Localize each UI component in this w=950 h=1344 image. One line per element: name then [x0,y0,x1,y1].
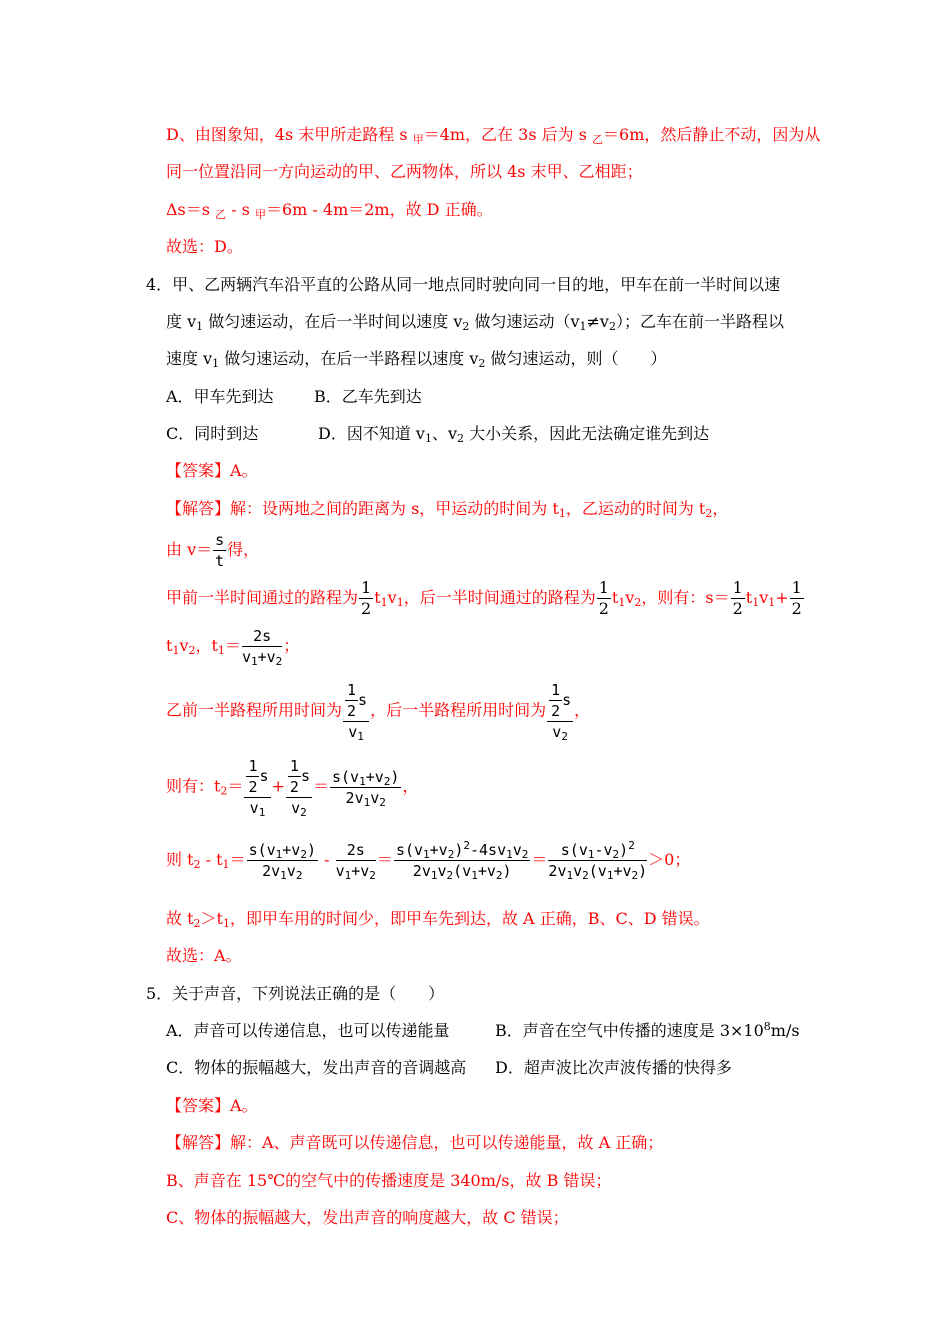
q4-analysis-line5: 乙前一半路程所用时间为 $\frac{1}{2}$ s $v_1$ ，后一半路程所用时间为 $\frac{1}{2}$ s $v_2$ ， [166,681,591,743]
q5-option-c: C．物体的振幅越大，发出声音的音调越高 [166,1058,467,1077]
q4-option-c: C．同时到达 [166,424,259,443]
q4-option-d: D．因不知道 $v_1$、$v_2$ 大小关系，因此无法确定谁先到达 [318,424,710,445]
q4-stem-line1: 4．甲、乙两辆汽车沿平直的公路从同一地点同时驶向同一目的地，甲车在前一半时间以速 [146,275,781,294]
q4-choice: 故选：A。 [166,946,242,965]
q4-analysis-line7: 则 $t_2 - t_1=$ $\frac{s(v_1+v_2)}{2v_1v_2}$ - $\frac{2s}{v_1+v_2}$ ＝ $\frac{s(v_1+v_2)^2-4sv_1v_2}{2v_1v_2(v_1+v_2)}$ ＝ $\frac{s(v_1-v_2)^2}{2v_1v_2(v_1+v_2)}$ ＞0； [166,839,691,882]
q5-option-d: D．超声波比次声波传播的快得多 [495,1058,732,1077]
q3-choice: 故选：D。 [166,237,243,256]
q5-option-b: B．声音在空气中传播的速度是 $3\times 10^8m/s$ [495,1020,800,1040]
q4-analysis-line4: $t_1v_2$，$t_1=$ $\frac{2s}{v_1+v_2}$ ； [166,627,300,668]
q4-option-b: B．乙车先到达 [314,387,422,406]
q5-analysis-line1: 【解答】解：A、声音既可以传递信息，也可以传递能量，故 A 正确； [166,1133,664,1152]
q4-option-a: A．甲车先到达 [166,387,274,406]
q4-analysis-line3: 甲前一半时间通过的路程为 $\frac{1}{2}$ $t_1v_1$，后一半时间通过的路程为 $\frac{1}{2}$ $t_1v_2$，则有：s＝ $\frac{1}{2}$ $t_1v_1+$ $\frac{1}{2}$ [166,578,802,618]
q4-analysis-line8: 故 $t_2>t_1$，即甲车用的时间少，即甲车先到达，故 A 正确，B、C、D 错误。 [166,909,710,930]
q3-option-d-analysis-line1: D、由图象知，4s 末甲所走路程 s $_甲$＝4m，乙在 3s 后为 s $_乙$＝6m，然后静止不动，因为从 [166,125,821,146]
q4-analysis-line1: 【解答】解：设两地之间的距离为 s，甲运动的时间为 $t_1$，乙运动的时间为 $t_2$， [166,499,729,520]
q4-analysis-line2: 由 v＝ $\frac{s}{t}$ 得， [166,531,260,570]
q3-option-d-analysis-line3: Δs＝s $_乙$ - s $_甲$＝6m - 4m＝2m，故 D 正确。 [166,200,493,221]
q5-answer: 【答案】A。 [166,1096,258,1115]
q5-analysis-line2: B、声音在 15℃的空气中的传播速度是 340m/s，故 B 错误； [166,1171,612,1190]
q4-answer: 【答案】A。 [166,461,258,480]
q5-analysis-line3: C、物体的振幅越大，发出声音的响度越大，故 C 错误； [166,1208,569,1227]
q4-stem-line3: 速度 $v_1$ 做匀速运动，在后一半路程以速度 $v_2$ 做匀速运动，则（ ） [166,349,667,370]
q4-analysis-line6: 则有：$t_2=$ $\frac{1}{2}$ s $v_1$ + $\frac{1}{2}$ s $v_2$ ＝ $\frac{s(v_1+v_2)}{2v_1v_2}$ ， [166,757,419,819]
q4-stem-line2: 度 $v_1$ 做匀速运动，在后一半时间以速度 $v_2$ 做匀速运动$(v_1\ne v_2)$；乙车在前一半路程以 [166,312,784,333]
q3-option-d-analysis-line2: 同一位置沿同一方向运动的甲、乙两物体，所以 4s 末甲、乙相距； [166,162,643,181]
q5-stem: 5．关于声音，下列说法正确的是（ ） [146,984,445,1003]
q5-option-a: A．声音可以传递信息，也可以传递能量 [166,1021,450,1040]
